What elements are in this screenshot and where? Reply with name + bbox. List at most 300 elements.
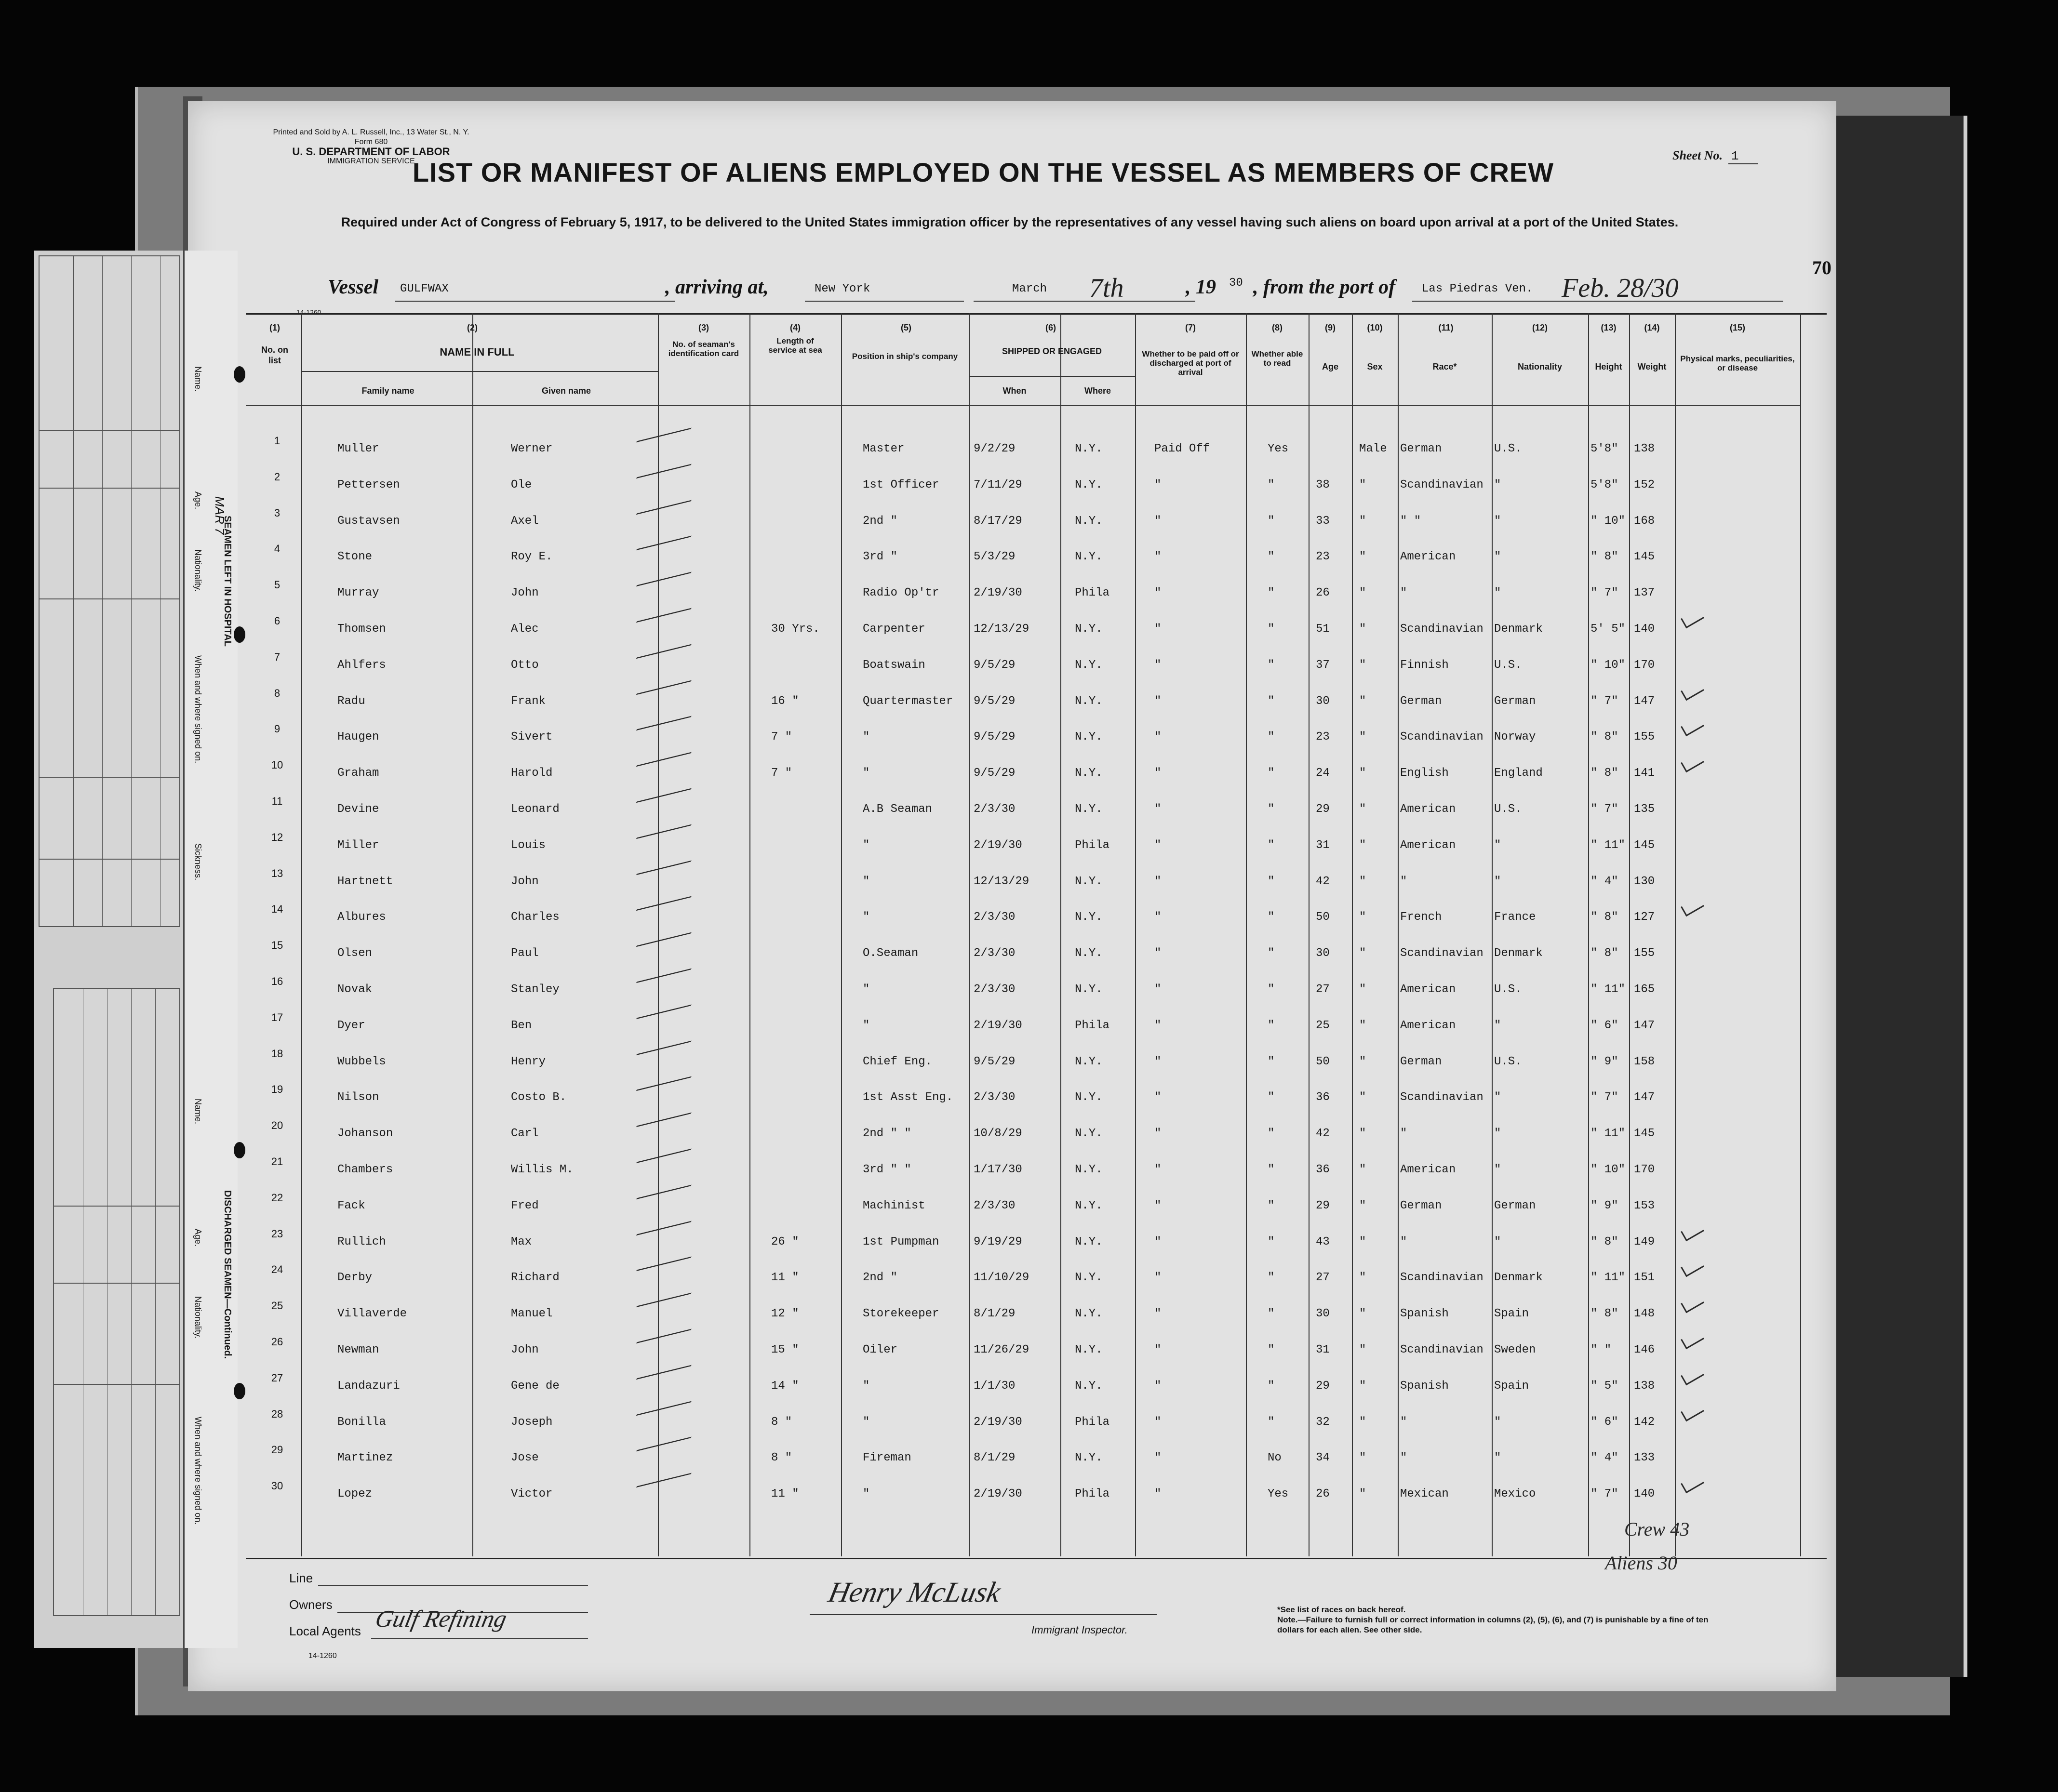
agents-signature: Gulf Refining — [373, 1605, 509, 1632]
cell-race: German — [1400, 442, 1442, 455]
col-num-3: (3) — [698, 323, 709, 332]
cell-sex: " — [1359, 1235, 1366, 1248]
cell-family-name: Johanson — [337, 1127, 393, 1141]
cell-age: 50 — [1316, 911, 1330, 924]
cell-able-to-read: Yes — [1268, 442, 1289, 455]
cell-height: " 8" — [1590, 767, 1618, 780]
cell-race: English — [1400, 767, 1449, 780]
cell-paid-off: " — [1154, 1127, 1162, 1141]
cell-family-name: Martinez — [337, 1451, 393, 1465]
cell-shipped-when: 11/26/29 — [974, 1343, 1029, 1356]
cell-paid-off: " — [1154, 550, 1162, 564]
cell-height: " 6" — [1590, 1019, 1618, 1032]
cell-paid-off: " — [1154, 658, 1162, 672]
cell-weight: 142 — [1634, 1415, 1655, 1429]
cell-shipped-where: N.Y. — [1075, 1307, 1103, 1321]
cell-paid-off: " — [1154, 514, 1162, 528]
cell-height: " 7" — [1590, 803, 1618, 816]
cell-family-name: Newman — [337, 1343, 379, 1356]
cell-family-name: Muller — [337, 442, 379, 455]
cell-position: " — [863, 1415, 870, 1429]
row-number: 20 — [271, 1119, 283, 1132]
grid-line — [131, 989, 132, 1615]
row-number: 25 — [271, 1300, 283, 1312]
cell-weight: 170 — [1634, 658, 1655, 672]
hosp-col-signed-on: When and where signed on. — [193, 655, 203, 764]
cell-given-name: John — [511, 875, 539, 888]
cell-shipped-when: 2/3/30 — [974, 1199, 1016, 1212]
cell-shipped-when: 12/13/29 — [974, 875, 1029, 888]
cell-nationality: Sweden — [1494, 1343, 1536, 1356]
col-divider — [1398, 313, 1399, 1556]
cell-nationality: Denmark — [1494, 623, 1543, 636]
cell-able-to-read: " — [1268, 803, 1275, 816]
footer-rule — [318, 1585, 588, 1586]
cell-sex: " — [1359, 1127, 1366, 1141]
cell-sex: " — [1359, 1091, 1366, 1104]
grid-line — [40, 777, 179, 778]
col-head-family-name: Family name — [361, 386, 414, 396]
vessel-name: GULFWAX — [400, 282, 449, 295]
cell-height: " 8" — [1590, 550, 1618, 564]
shipped-subheader-line — [969, 376, 1135, 377]
cell-weight: 168 — [1634, 514, 1655, 528]
cell-age: 27 — [1316, 1271, 1330, 1285]
cell-shipped-where: N.Y. — [1075, 1127, 1103, 1141]
cell-paid-off: " — [1154, 1343, 1162, 1356]
arriving-underline — [805, 301, 964, 302]
cell-sex: " — [1359, 1055, 1366, 1068]
cell-given-name: Carl — [511, 1127, 539, 1141]
col-head-list-no: No. on list — [261, 345, 288, 365]
cell-shipped-when: 9/19/29 — [974, 1235, 1022, 1248]
cell-family-name: Ahlfers — [337, 658, 386, 672]
cell-shipped-when: 9/5/29 — [974, 694, 1016, 708]
cell-nationality: Mexico — [1494, 1487, 1536, 1501]
row-number: 2 — [274, 470, 281, 483]
row-number: 28 — [271, 1407, 283, 1420]
cell-given-name: Sivert — [511, 730, 553, 744]
arrival-day: 7th — [1089, 273, 1124, 303]
cell-paid-off: " — [1154, 875, 1162, 888]
cell-given-name: Louis — [511, 838, 546, 852]
cell-paid-off: Paid Off — [1154, 442, 1210, 455]
cell-paid-off: " — [1154, 767, 1162, 780]
col-head-height: Height — [1595, 362, 1622, 372]
cell-family-name: Rullich — [337, 1235, 386, 1248]
stacked-pages-edge — [1827, 116, 1967, 1677]
cell-shipped-when: 2/3/30 — [974, 803, 1016, 816]
cell-family-name: Thomsen — [337, 623, 386, 636]
cell-sex: " — [1359, 1451, 1366, 1465]
cell-position: Radio Op'tr — [863, 586, 939, 600]
cell-sex: " — [1359, 1271, 1366, 1285]
cell-height: " 11" — [1590, 1127, 1626, 1141]
cell-nationality: " — [1494, 1235, 1501, 1248]
discharged-table — [53, 988, 180, 1616]
cell-position: " — [863, 1019, 870, 1032]
cell-shipped-when: 12/13/29 — [974, 623, 1029, 636]
cell-shipped-where: Phila — [1075, 838, 1110, 852]
cell-shipped-where: N.Y. — [1075, 767, 1103, 780]
cell-weight: 137 — [1634, 586, 1655, 600]
cell-service-length: 8 " — [771, 1415, 792, 1429]
cell-given-name: John — [511, 1343, 539, 1356]
cell-family-name: Nilson — [337, 1091, 379, 1104]
cell-age: 26 — [1316, 586, 1330, 600]
cell-shipped-when: 11/10/29 — [974, 1271, 1029, 1285]
cell-paid-off: " — [1154, 478, 1162, 491]
cell-position: Storekeeper — [863, 1307, 939, 1321]
cell-height: " 4" — [1590, 1451, 1618, 1465]
cell-height: " 11" — [1590, 1271, 1626, 1285]
cell-race: American — [1400, 983, 1456, 996]
cell-nationality: Spain — [1494, 1379, 1529, 1393]
cell-able-to-read: " — [1268, 694, 1275, 708]
row-number: 29 — [271, 1444, 283, 1456]
cell-able-to-read: " — [1268, 983, 1275, 996]
cell-age: 42 — [1316, 875, 1330, 888]
cell-paid-off: " — [1154, 1415, 1162, 1429]
cell-race: " — [1400, 586, 1407, 600]
cell-height: " 10" — [1590, 658, 1626, 672]
cell-able-to-read: " — [1268, 478, 1275, 491]
disc-heading: DISCHARGED SEAMEN—Continued. — [222, 1190, 233, 1359]
row-number: 6 — [274, 615, 281, 627]
row-number: 9 — [274, 723, 281, 735]
cell-position: " — [863, 983, 870, 996]
inspector-rule — [810, 1614, 1157, 1615]
cell-family-name: Fack — [337, 1199, 365, 1212]
cell-position: 1st Asst Eng. — [863, 1091, 953, 1104]
cell-age: 29 — [1316, 803, 1330, 816]
row-number: 19 — [271, 1083, 283, 1096]
cell-family-name: Gustavsen — [337, 514, 400, 528]
cell-nationality: " — [1494, 586, 1501, 600]
cell-weight: 153 — [1634, 1199, 1655, 1212]
cell-family-name: Albures — [337, 911, 386, 924]
from-port: Las Piedras Ven. — [1422, 282, 1533, 295]
header-bottom-line — [246, 405, 1800, 406]
cell-shipped-when: 2/3/30 — [974, 983, 1016, 996]
cell-family-name: Villaverde — [337, 1307, 407, 1321]
cell-able-to-read: " — [1268, 658, 1275, 672]
cell-given-name: Axel — [511, 514, 539, 528]
cell-able-to-read: " — [1268, 1235, 1275, 1248]
cell-height: " 7" — [1590, 1091, 1618, 1104]
cell-sex: " — [1359, 1199, 1366, 1212]
cell-shipped-where: N.Y. — [1075, 1199, 1103, 1212]
cell-family-name: Dyer — [337, 1019, 365, 1032]
col-head-when: When — [1002, 386, 1027, 396]
cell-shipped-when: 1/1/30 — [974, 1379, 1016, 1393]
col-divider — [1060, 313, 1061, 1556]
cell-able-to-read: " — [1268, 875, 1275, 888]
cell-shipped-where: N.Y. — [1075, 1055, 1103, 1068]
cell-shipped-where: Phila — [1075, 1415, 1110, 1429]
cell-position: Boatswain — [863, 658, 925, 672]
page-title: LIST OR MANIFEST OF ALIENS EMPLOYED ON THE VESSEL AS MEMBERS OF CREW — [412, 157, 1554, 187]
cell-shipped-when: 10/8/29 — [974, 1127, 1022, 1141]
cell-able-to-read: " — [1268, 550, 1275, 564]
cell-sex: " — [1359, 658, 1366, 672]
cell-given-name: Fred — [511, 1199, 539, 1212]
hosp-col-age: Age. — [193, 491, 203, 510]
arriving-label: , arriving at, — [665, 276, 769, 298]
sheet-number-value: 1 — [1728, 149, 1758, 164]
cell-nationality: " — [1494, 1451, 1501, 1465]
cell-weight: 138 — [1634, 1379, 1655, 1393]
footer-form-code: 14-1260 — [308, 1652, 337, 1660]
hosp-heading: SEAMEN LEFT IN HOSPITAL — [222, 516, 233, 647]
cell-given-name: Ole — [511, 478, 532, 491]
col-divider — [1629, 313, 1630, 1556]
cell-shipped-where: N.Y. — [1075, 1091, 1103, 1104]
cell-nationality: " — [1494, 1163, 1501, 1176]
alien-total: Aliens 30 — [1605, 1552, 1677, 1574]
cell-able-to-read: " — [1268, 911, 1275, 924]
footer-line-label: Line — [289, 1571, 313, 1585]
cell-height: " 9" — [1590, 1199, 1618, 1212]
col-divider — [1246, 313, 1247, 1556]
from-underline — [1412, 301, 1783, 302]
cell-able-to-read: " — [1268, 1199, 1275, 1212]
cell-given-name: Manuel — [511, 1307, 553, 1321]
cell-age: 34 — [1316, 1451, 1330, 1465]
grid-line — [131, 256, 132, 926]
cell-family-name: Miller — [337, 838, 379, 852]
cell-position: Machinist — [863, 1199, 925, 1212]
cell-able-to-read: " — [1268, 1091, 1275, 1104]
cell-given-name: Leonard — [511, 803, 560, 816]
col-divider — [1352, 313, 1353, 1556]
grid-line — [40, 859, 179, 860]
row-number: 30 — [271, 1480, 283, 1492]
cell-height: 5'8" — [1590, 478, 1618, 491]
col-head-where: Where — [1084, 386, 1111, 396]
cell-age: 36 — [1316, 1163, 1330, 1176]
cell-race: French — [1400, 911, 1442, 924]
cell-weight: 145 — [1634, 838, 1655, 852]
cell-shipped-when: 7/11/29 — [974, 478, 1022, 491]
cell-paid-off: " — [1154, 1055, 1162, 1068]
cell-position: " — [863, 1379, 870, 1393]
cell-paid-off: " — [1154, 1199, 1162, 1212]
cell-height: 5'8" — [1590, 442, 1618, 455]
cell-shipped-when: 9/5/29 — [974, 658, 1016, 672]
cell-sex: " — [1359, 514, 1366, 528]
cell-able-to-read: " — [1268, 1019, 1275, 1032]
cell-weight: 155 — [1634, 947, 1655, 960]
cell-shipped-when: 2/19/30 — [974, 1019, 1022, 1032]
cell-given-name: Frank — [511, 694, 546, 708]
cell-paid-off: " — [1154, 983, 1162, 996]
cell-shipped-when: 1/17/30 — [974, 1163, 1022, 1176]
cell-shipped-where: Phila — [1075, 1019, 1110, 1032]
cell-able-to-read: " — [1268, 1343, 1275, 1356]
row-number: 22 — [271, 1191, 283, 1204]
cell-weight: 155 — [1634, 730, 1655, 744]
page-number: 70 — [1812, 257, 1831, 279]
cell-nationality: Denmark — [1494, 1271, 1543, 1285]
cell-able-to-read: " — [1268, 1127, 1275, 1141]
cell-shipped-where: N.Y. — [1075, 875, 1103, 888]
col-num-12: (12) — [1532, 323, 1548, 332]
year-prefix: , 19 — [1186, 276, 1216, 298]
cell-nationality: U.S. — [1494, 442, 1522, 455]
cell-shipped-where: N.Y. — [1075, 911, 1103, 924]
binding-hole — [234, 626, 245, 643]
cell-shipped-when: 2/3/30 — [974, 1091, 1016, 1104]
cell-shipped-where: N.Y. — [1075, 1271, 1103, 1285]
grid-line — [54, 1384, 179, 1385]
cell-weight: 158 — [1634, 1055, 1655, 1068]
cell-shipped-when: 2/3/30 — [974, 947, 1016, 960]
row-number: 18 — [271, 1047, 283, 1060]
cell-age: 33 — [1316, 514, 1330, 528]
cell-able-to-read: " — [1268, 623, 1275, 636]
name-subheader-line — [301, 371, 658, 372]
cell-sex: " — [1359, 767, 1366, 780]
cell-shipped-where: N.Y. — [1075, 1451, 1103, 1465]
cell-shipped-where: N.Y. — [1075, 730, 1103, 744]
cell-able-to-read: " — [1268, 1307, 1275, 1321]
form-number: Form 680 — [354, 138, 388, 146]
col-num-6: (6) — [1045, 323, 1056, 332]
col-head-age: Age — [1322, 362, 1338, 372]
col-num-14: (14) — [1644, 323, 1660, 332]
cell-paid-off: " — [1154, 803, 1162, 816]
disc-col-name: Name. — [193, 1099, 203, 1125]
inspector-label: Immigrant Inspector. — [1031, 1624, 1128, 1636]
cell-sex: " — [1359, 623, 1366, 636]
cell-family-name: Murray — [337, 586, 379, 600]
cell-age: 36 — [1316, 1091, 1330, 1104]
col-head-id-card: No. of seaman's identification card — [668, 340, 739, 358]
footer-agents-label: Local Agents — [289, 1624, 361, 1638]
cell-race: German — [1400, 1055, 1442, 1068]
cell-race: Scandinavian — [1400, 623, 1483, 636]
cell-service-length: 11 " — [771, 1487, 799, 1501]
cell-race: American — [1400, 1163, 1456, 1176]
cell-weight: 165 — [1634, 983, 1655, 996]
cell-family-name: Stone — [337, 550, 373, 564]
inspector-signature: Henry McLusk — [826, 1576, 1004, 1608]
cell-age: 38 — [1316, 478, 1330, 491]
cell-race: Scandinavian — [1400, 1091, 1483, 1104]
col-num-15: (15) — [1729, 323, 1745, 332]
cell-race: German — [1400, 694, 1442, 708]
cell-shipped-when: 9/5/29 — [974, 1055, 1016, 1068]
cell-weight: 127 — [1634, 911, 1655, 924]
cell-weight: 151 — [1634, 1271, 1655, 1285]
cell-paid-off: " — [1154, 730, 1162, 744]
cell-nationality: Norway — [1494, 730, 1536, 744]
cell-height: " 8" — [1590, 730, 1618, 744]
cell-paid-off: " — [1154, 623, 1162, 636]
cell-age: 42 — [1316, 1127, 1330, 1141]
row-number: 7 — [274, 650, 281, 663]
grid-line — [40, 598, 179, 599]
cell-nationality: U.S. — [1494, 1055, 1522, 1068]
cell-family-name: Lopez — [337, 1487, 373, 1501]
page-subtitle: Required under Act of Congress of February 5, 1917, to be delivered to the United States immigration officer by the representatives of any vessel having such aliens on board upon arrival at a port of the United States. — [341, 215, 1679, 229]
departure-date: Feb. 28/30 — [1562, 273, 1679, 303]
penalty-note: Note.—Failure to furnish full or correct information in columns (2), (5), (6), and (7) is punishable by a fine of ten dollars for each alien. See other side. — [1277, 1615, 1709, 1634]
cell-shipped-where: N.Y. — [1075, 983, 1103, 996]
cell-shipped-where: N.Y. — [1075, 1343, 1103, 1356]
row-number: 10 — [271, 759, 283, 771]
row-number: 4 — [274, 543, 281, 555]
col-num-2: (2) — [467, 323, 478, 332]
form-code: 14-1260. — [296, 308, 323, 316]
cell-shipped-where: N.Y. — [1075, 1163, 1103, 1176]
disc-col-nationality: Nationality. — [193, 1296, 203, 1339]
col-num-13: (13) — [1601, 323, 1617, 332]
races-note: *See list of races on back hereof. — [1277, 1605, 1406, 1614]
cell-weight: 148 — [1634, 1307, 1655, 1321]
cell-age: 30 — [1316, 947, 1330, 960]
col-divider — [1588, 313, 1589, 1556]
col-head-paid-off: Whether to be paid off or discharged at port of arrival — [1142, 349, 1239, 377]
cell-height: " 7" — [1590, 586, 1618, 600]
cell-service-length: 8 " — [771, 1451, 792, 1465]
binding-hole — [234, 366, 245, 383]
cell-shipped-when: 9/5/29 — [974, 730, 1016, 744]
hosp-margin-note: MAR 7 — [213, 496, 227, 535]
cell-given-name: Willis M. — [511, 1163, 574, 1176]
cell-height: " 8" — [1590, 947, 1618, 960]
cell-age: 24 — [1316, 767, 1330, 780]
cell-nationality: Spain — [1494, 1307, 1529, 1321]
cell-family-name: Hartnett — [337, 875, 393, 888]
cell-service-length: 30 Yrs. — [771, 623, 820, 636]
footer-notes — [1277, 1605, 1735, 1635]
cell-able-to-read: " — [1268, 1415, 1275, 1429]
cell-service-length: 12 " — [771, 1307, 799, 1321]
cell-paid-off: " — [1154, 1091, 1162, 1104]
row-number: 5 — [274, 579, 281, 591]
cell-nationality: England — [1494, 767, 1543, 780]
cell-age: 32 — [1316, 1415, 1330, 1429]
cell-race: Scandinavian — [1400, 730, 1483, 744]
cell-shipped-when: 2/19/30 — [974, 838, 1022, 852]
cell-nationality: " — [1494, 875, 1501, 888]
cell-position: " — [863, 875, 870, 888]
col-num-10: (10) — [1367, 323, 1383, 332]
row-number: 26 — [271, 1336, 283, 1348]
cell-paid-off: " — [1154, 838, 1162, 852]
cell-given-name: Costo B. — [511, 1091, 567, 1104]
cell-shipped-when: 8/1/29 — [974, 1307, 1016, 1321]
cell-sex: " — [1359, 1307, 1366, 1321]
grid-line — [54, 1283, 179, 1284]
cell-age: 31 — [1316, 838, 1330, 852]
cell-paid-off: " — [1154, 1487, 1162, 1501]
cell-paid-off: " — [1154, 694, 1162, 708]
col-num-4: (4) — [790, 323, 801, 332]
cell-position: 3rd " — [863, 550, 898, 564]
grid-line — [155, 989, 156, 1615]
service-name: IMMIGRATION SERVICE — [327, 157, 415, 165]
cell-height: " 9" — [1590, 1055, 1618, 1068]
vessel-label: Vessel — [328, 276, 378, 298]
cell-weight: 147 — [1634, 1019, 1655, 1032]
disc-col-age: Age. — [193, 1229, 203, 1247]
cell-given-name: Joseph — [511, 1415, 553, 1429]
cell-family-name: Novak — [337, 983, 373, 996]
cell-race: American — [1400, 550, 1456, 564]
